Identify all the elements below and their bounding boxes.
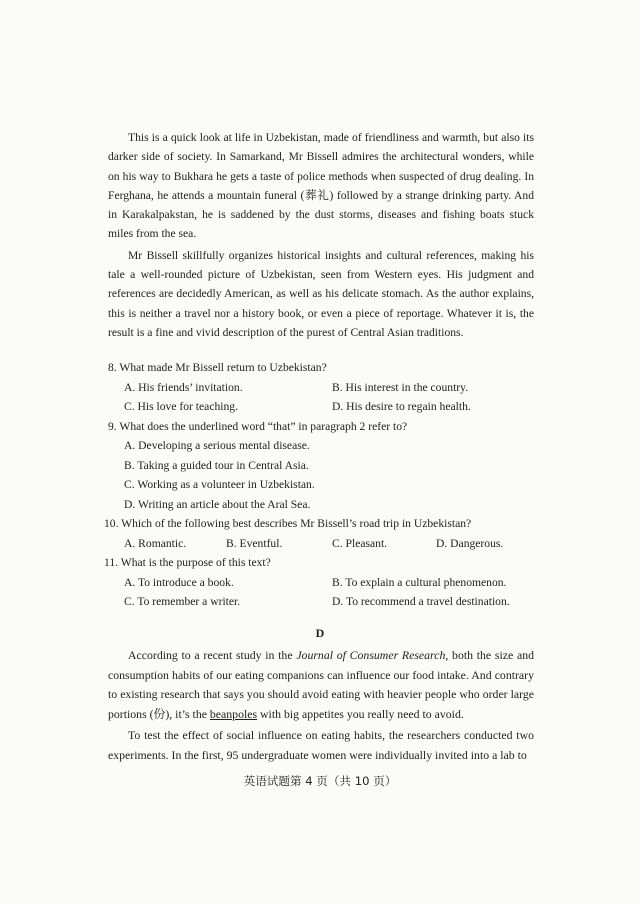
passage-d-paragraph-2: To test the effect of social influence on eating habits, the researchers conducted two experiments. In the first, 95 undergraduate women were individually invited into a lab to xyxy=(108,728,534,762)
option-c: C. His love for teaching. xyxy=(124,400,238,413)
option-d: D. To recommend a travel destination. xyxy=(332,595,510,608)
question-11 xyxy=(104,553,534,573)
option-d: D. His desire to regain health. xyxy=(332,400,471,413)
option-b: B. Taking a guided tour in Central Asia. xyxy=(124,458,309,472)
option-b: B. Eventful. xyxy=(226,536,283,550)
underlined-word: beanpoles xyxy=(209,706,258,721)
page-footer: 英语试题第 4 页（共 10 页） xyxy=(243,774,397,788)
passage-c-paragraph-2: Mr Bissell skillfully organizes historical insights and cultural references, making his tale a well-rounded picture of Uzbekistan, seen from Western eyes. His judgment and references are decidedly American, as well as his delicate stomach. As the author explains, this is neither a travel nor a history book, or even a piece of reportage. Whatever it is, the result is a fine and vivid description of the purest of Central Asian traditions. xyxy=(108,248,534,339)
section-heading: D xyxy=(315,626,325,640)
passage-c-paragraph-1: This is a quick look at life in Uzbekistan, made of friendliness and warmth, but also its darker side of society. In Samarkand, Mr Bissell admires the architectural wonders, while on his way to Bukhara he gets a taste of police methods when suspected of drug dealing. In Ferghana, he attends a mountain funeral (葬礼) followed by a strange drinking party. And in Karakalpakstan, he is saddened by the dust storms, diseases and fishing boats stuck miles from the sea. xyxy=(108,131,534,241)
options-row xyxy=(108,534,534,554)
option-c: C. To remember a writer. xyxy=(124,595,241,608)
options-row xyxy=(108,592,534,612)
question-9 xyxy=(108,417,534,437)
option-b: B. To explain a cultural phenomenon. xyxy=(332,575,507,589)
options-row xyxy=(108,436,534,456)
option-d: D. Dangerous. xyxy=(436,536,504,550)
text-run: , both the size and consumption habits of our eating companions can influence our food intake. And contrary to existing research that says you should avoid eating with heavier people who order large portions (份), it’s the xyxy=(108,648,535,721)
option-b: B. His interest in the country. xyxy=(332,380,469,394)
option-a: A. Developing a serious mental disease. xyxy=(124,439,310,452)
option-d: D. Writing an article about the Aral Sea. xyxy=(124,497,311,511)
option-c: C. Working as a volunteer in Uzbekistan. xyxy=(124,478,315,491)
journal-title: Journal of Consumer Research xyxy=(296,648,446,662)
text-run: According to a recent study in the xyxy=(128,648,297,662)
question-stem: 11. What is the purpose of this text? xyxy=(104,556,271,569)
passage-d-paragraph-1 xyxy=(108,646,534,724)
passage-d xyxy=(108,646,534,765)
text-run: with big appetites you really need to avoid. xyxy=(257,706,464,721)
question-stem: 8. What made Mr Bissell return to Uzbekistan? xyxy=(108,361,327,374)
options-row xyxy=(108,456,534,476)
options-row xyxy=(108,397,534,417)
options-row xyxy=(108,573,534,593)
question-list xyxy=(104,358,534,612)
question-stem: 9. What does the underlined word “that” in paragraph 2 refer to? xyxy=(108,419,408,433)
question-10 xyxy=(104,514,534,534)
option-c: C. Pleasant. xyxy=(332,536,388,550)
option-a: A. His friends’ invitation. xyxy=(124,380,243,394)
options-row xyxy=(108,495,534,515)
question-8 xyxy=(108,358,534,378)
passage-c xyxy=(108,128,534,342)
question-stem: 10. Which of the following best describes Mr Bissell’s road trip in Uzbekistan? xyxy=(104,517,472,530)
option-a: A. Romantic. xyxy=(124,536,187,550)
option-a: A. To introduce a book. xyxy=(124,575,234,589)
options-row xyxy=(108,378,534,398)
options-row xyxy=(108,475,534,495)
